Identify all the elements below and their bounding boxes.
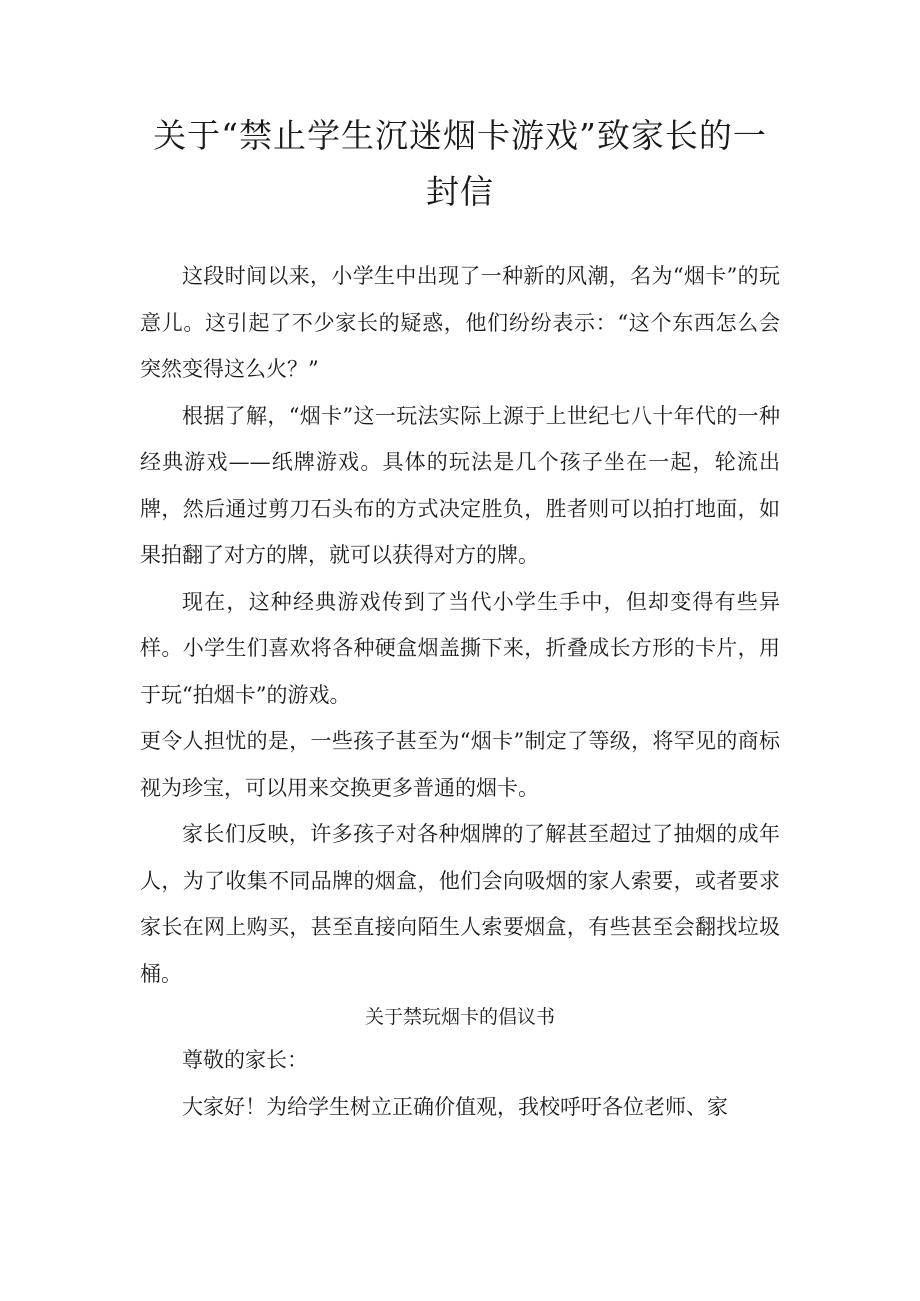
proposal-title: 关于禁玩烟卡的倡议书 (364, 1006, 555, 1028)
proposal-opening: 大家好！为给学生树立正确价值观，我校呼吁各位老师、家 (182, 1094, 728, 1119)
letter-title: 关于“禁止学生沉迷烟卡游戏”致家长的一封信 (153, 116, 767, 211)
salutation: 尊敬的家长： (182, 1048, 308, 1072)
paragraph-5: 家长们反映，许多孩子对各种烟牌的了解甚至超过了抽烟的成年人，为了收集不同品牌的烟盒，他们会向吸烟的家人索要，或者要求家长在网上购买，甚至直接向陌生人索要烟盒，有些甚至会翻找垃圾桶。 (140, 822, 780, 986)
paragraph-3: 现在，这种经典游戏传到了当代小学生手中，但却变得有些异样。小学生们喜欢将各种硬盒烟盖撕下来，折叠成长方形的卡片，用于玩“拍烟卡”的游戏。 (140, 589, 780, 707)
letter-body (140, 253, 780, 1130)
paragraph-2: 根据了解，“烟卡”这一玩法实际上源于上世纪七八十年代的一种经典游戏——纸牌游戏。具体的玩法是几个孩子坐在一起，轮流出牌，然后通过剪刀石头布的方式决定胜负，胜者则可以拍打地面，如果拍翻了对方的牌，就可以获得对方的牌。 (140, 403, 780, 567)
paragraph-1: 这段时间以来，小学生中出现了一种新的风潮，名为“烟卡”的玩意儿。这引起了不少家长的疑惑，他们纷纷表示：“这个东西怎么会突然变得这么火？” (140, 264, 780, 381)
paragraph-4: 更令人担忧的是，一些孩子甚至为“烟卡”制定了等级，将罕见的商标视为珍宝，可以用来交换更多普通的烟卡。 (140, 729, 780, 800)
